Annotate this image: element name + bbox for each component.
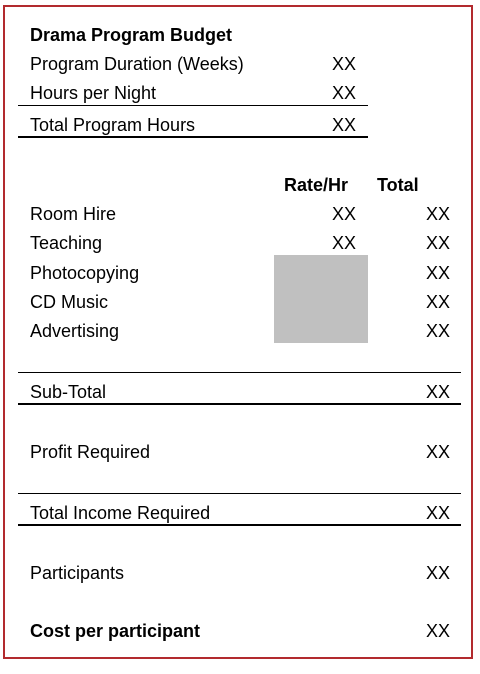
shaded-rate-cells	[274, 255, 368, 343]
total-hours-underline	[18, 136, 368, 138]
duration-value: XX	[331, 54, 356, 74]
item-total: XX	[425, 204, 450, 224]
duration-label: Program Duration (Weeks)	[30, 54, 244, 74]
hours-divider	[18, 105, 368, 106]
item-total: XX	[425, 233, 450, 253]
item-label: Advertising	[30, 321, 120, 341]
total-column-header: Total	[377, 175, 419, 195]
participants-label: Participants	[30, 563, 125, 583]
hours-per-night-label: Hours per Night	[30, 83, 157, 103]
item-rate: XX	[331, 204, 356, 224]
cost-per-participant-label: Cost per participant	[30, 621, 201, 641]
total-program-hours-label: Total Program Hours	[30, 115, 196, 135]
item-total: XX	[425, 263, 450, 283]
total-income-value: XX	[425, 503, 450, 523]
profit-required-value: XX	[425, 442, 450, 462]
item-label: Photocopying	[30, 263, 140, 283]
item-total: XX	[425, 292, 450, 312]
budget-title: Drama Program Budget	[30, 25, 233, 45]
item-total: XX	[425, 321, 450, 341]
rate-column-header: Rate/Hr	[284, 175, 349, 195]
participants-value: XX	[425, 563, 450, 583]
subtotal-underline	[18, 403, 461, 405]
total-income-underline	[18, 524, 461, 526]
item-label: Teaching	[30, 233, 103, 253]
cost-per-participant-value: XX	[425, 621, 450, 641]
subtotal-value: XX	[425, 382, 450, 402]
total-income-label: Total Income Required	[30, 503, 211, 523]
item-rate: XX	[331, 233, 356, 253]
total-program-hours-value: XX	[331, 115, 356, 135]
income-top-rule	[18, 493, 461, 494]
item-label: Room Hire	[30, 204, 117, 224]
item-label: CD Music	[30, 292, 109, 312]
hours-per-night-value: XX	[331, 83, 356, 103]
subtotal-label: Sub-Total	[30, 382, 107, 402]
subtotal-top-rule	[18, 372, 461, 373]
profit-required-label: Profit Required	[30, 442, 151, 462]
